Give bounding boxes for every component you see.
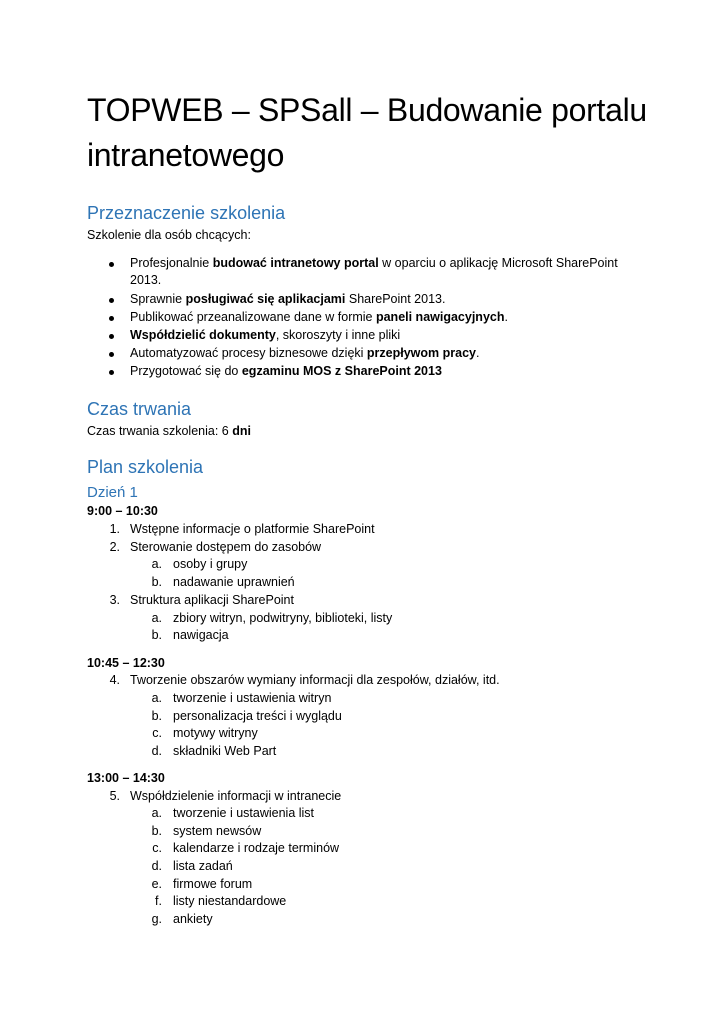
- subitem-letter: g.: [151, 912, 162, 926]
- bullet-text-bold: Współdzielić dokumenty: [130, 328, 276, 342]
- subitem-text: zbiory witryn, podwitryny, biblioteki, listy: [173, 611, 393, 625]
- bullet-text: [130, 363, 442, 380]
- subitem-text: tworzenie i ustawienia list: [173, 806, 315, 820]
- bullet-text: [130, 309, 508, 326]
- subitem-letter: a.: [151, 611, 162, 625]
- time-slot: 9:00 – 10:30: [87, 504, 158, 518]
- bullet-text-part: Sprawnie: [130, 292, 186, 306]
- duration-text: [87, 423, 251, 440]
- duration-text-prefix: Czas trwania szkolenia: 6: [87, 424, 233, 438]
- subitem-letter: a.: [151, 557, 162, 571]
- bullet-dot: [109, 352, 114, 357]
- time-slot: 10:45 – 12:30: [87, 656, 165, 670]
- item-text: Współdzielenie informacji w intranecie: [130, 789, 342, 803]
- duration-heading: Czas trwania: [87, 399, 192, 419]
- subitem-letter: f.: [155, 894, 162, 908]
- item-number: 2.: [109, 540, 120, 554]
- subitem-text: tworzenie i ustawienia witryn: [173, 691, 332, 705]
- bullet-text: [130, 255, 618, 272]
- bullet-text-part: w oparciu o aplikację Microsoft SharePoint: [378, 256, 618, 270]
- bullet-dot: [109, 298, 114, 303]
- bullet-text-part: Przygotować się do: [130, 364, 242, 378]
- item-number: 1.: [109, 522, 120, 536]
- bullet-text: [130, 345, 479, 362]
- bullet-text-part: SharePoint 2013.: [345, 292, 446, 306]
- bullet-text-part: .: [504, 310, 508, 324]
- subitem-letter: e.: [151, 877, 162, 891]
- subitem-text: personalizacja treści i wyglądu: [173, 709, 342, 723]
- subitem-text: nadawanie uprawnień: [173, 575, 295, 589]
- item-text: Wstępne informacje o platformie SharePoint: [130, 522, 375, 536]
- bullet-dot: [109, 262, 114, 267]
- subitem-text: osoby i grupy: [173, 557, 248, 571]
- bullet-text-bold: przepływom pracy: [366, 346, 476, 360]
- purpose-intro: Szkolenie dla osób chcących:: [87, 228, 251, 242]
- item-number: 4.: [109, 673, 120, 687]
- subitem-letter: a.: [151, 806, 162, 820]
- bullet-text-bold: egzaminu MOS z SharePoint 2013: [241, 364, 442, 378]
- item-number: 5.: [109, 789, 120, 803]
- day-heading: Dzień 1: [87, 484, 138, 501]
- item-text: Sterowanie dostępem do zasobów: [130, 540, 322, 554]
- subitem-letter: c.: [152, 726, 162, 740]
- subitem-letter: a.: [151, 691, 162, 705]
- bullet-text-part: Publikować przeanalizowane dane w formie: [130, 310, 376, 324]
- bullet-text-bold: budować intranetowy portal: [212, 256, 379, 270]
- subitem-text: motywy witryny: [173, 726, 258, 740]
- subitem-letter: b.: [151, 628, 162, 642]
- bullet-dot: [109, 316, 114, 321]
- bullet-text-part: , skoroszyty i inne pliki: [275, 328, 401, 342]
- item-text: Tworzenie obszarów wymiany informacji dla zespołów, działów, itd.: [130, 673, 500, 687]
- subitem-text: nawigacja: [173, 628, 229, 642]
- subitem-text: listy niestandardowe: [173, 894, 287, 908]
- bullet-text: [130, 327, 400, 344]
- subitem-letter: b.: [151, 824, 162, 838]
- bullet-text-part: Automatyzować procesy biznesowe dzięki: [130, 346, 367, 360]
- item-text: Struktura aplikacji SharePoint: [130, 593, 294, 607]
- subitem-text: ankiety: [173, 912, 213, 926]
- bullet-text-bold: paneli nawigacyjnych: [375, 310, 505, 324]
- bullet-text-bold: posługiwać się aplikacjami: [185, 292, 346, 306]
- bullet-dot: [109, 370, 114, 375]
- document-title: TOPWEB – SPSall – Budowanie portalu intranetowego: [87, 92, 647, 173]
- plan-heading: Plan szkolenia: [87, 457, 204, 477]
- bullet-text-continuation: 2013.: [130, 273, 162, 287]
- bullet-text-part: Profesjonalnie: [130, 256, 213, 270]
- time-slot: 13:00 – 14:30: [87, 771, 165, 785]
- duration-text-bold: dni: [232, 424, 251, 438]
- subitem-letter: b.: [151, 575, 162, 589]
- subitem-text: lista zadań: [173, 859, 233, 873]
- subitem-text: firmowe forum: [173, 877, 253, 891]
- item-number: 3.: [109, 593, 120, 607]
- subitem-letter: d.: [151, 744, 162, 758]
- subitem-text: kalendarze i rodzaje terminów: [173, 841, 340, 855]
- subitem-letter: d.: [151, 859, 162, 873]
- subitem-text: składniki Web Part: [173, 744, 277, 758]
- subitem-text: system newsów: [173, 824, 262, 838]
- bullet-text-part: .: [476, 346, 480, 360]
- subitem-letter: b.: [151, 709, 162, 723]
- purpose-heading: Przeznaczenie szkolenia: [87, 203, 286, 223]
- bullet-dot: [109, 334, 114, 339]
- bullet-text: [130, 291, 445, 308]
- subitem-letter: c.: [152, 841, 162, 855]
